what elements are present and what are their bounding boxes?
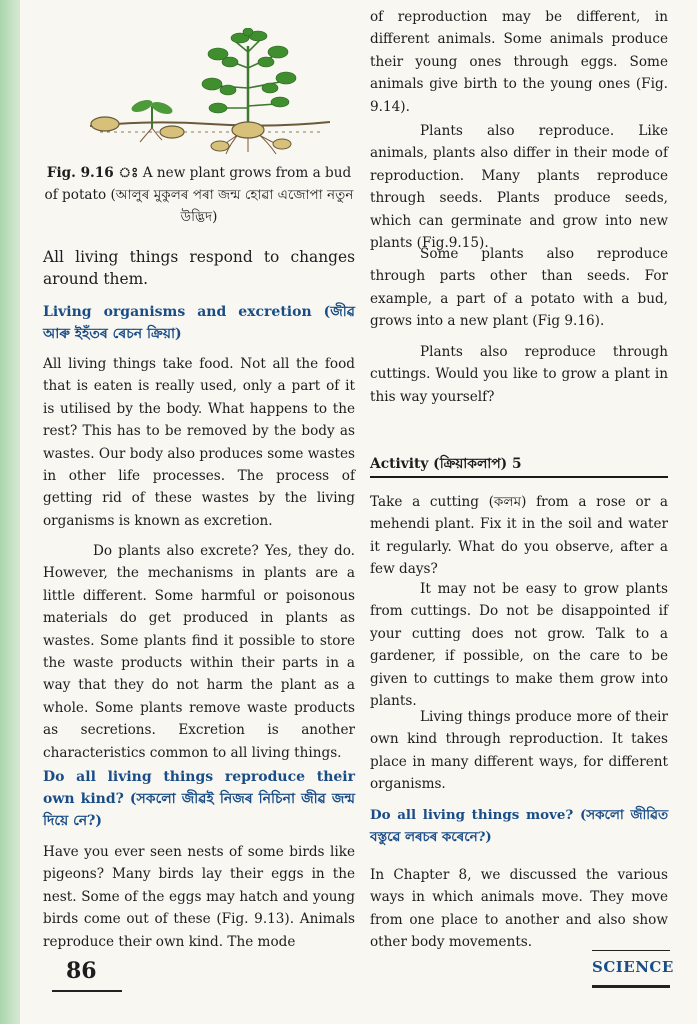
move-paragraph: In Chapter 8, we discussed the various ways in which animals move. They move from one place to another and also show other body movements. (370, 867, 668, 951)
subject-rule-top (592, 950, 670, 951)
cuttings-paragraph: Plants also reproduce through cuttings. Would you like to grow a plant in this way yourself? (370, 344, 668, 405)
potato-plant-illustration (90, 28, 330, 156)
activity-text: Take a cutting (কলম) from a rose or a mehendi plant. Fix it in the soil and water it regularly. What do you observe, after a few days? (370, 494, 668, 578)
move-heading: Do all living things move? (সকলো জীৱিত বস্তুৱে লৰচৰ কৰেনে?) (370, 807, 668, 845)
excretion-paragraph: All living things take food. Not all the food that is eaten is really used, only a part of it is utilised by the body. What happens to the rest? This has to be removed by the body as wastes. Our body also produces some wastes in other life processes. The process of getting rid of these wastes by the living organisms is known as excretion. (43, 356, 355, 529)
subject-rule (592, 985, 670, 988)
page-number-rule (52, 990, 122, 992)
not-easy-paragraph: It may not be easy to grow plants from cuttings. Do not be disappointed if your cutting does not grow. Talk to a gardener, if possible, on the care to be given to cuttings to make them grow into plants. (370, 581, 668, 710)
respond-paragraph: All living things respond to changes around them. (43, 248, 355, 288)
plants-excrete-paragraph: Do plants also excrete? Yes, they do. However, the mechanisms in plants are a little different. Some harmful or poisonous materials do get produced in plants as wastes. Some plants find it possible to store the waste products within their parts in a way that they do not harm the plant as a whole. Some plants remove waste products as secretions. Excretion is another characteristics common to all living things. (43, 543, 355, 761)
figure-caption (43, 162, 355, 228)
page-number: 86 (66, 958, 97, 984)
parts-paragraph: Some plants also reproduce through parts other than seeds. For example, a part of a potato with a bud, grows into a new plant (Fig 9.16). (370, 246, 668, 330)
figure-caption-text: A new plant grows from a bud of potato (আলুৰ মুকুলৰ পৰা জন্ম হোৱা এজোপা নতুন উদ্ভিদ) (44, 165, 354, 225)
plants-reproduce-paragraph: Plants also reproduce. Like animals, plants also differ in their mode of reproduction. Many plants reproduce through seeds. Plants produce seeds, which can germinate and grow into new plants (Fig.9.15). (370, 123, 668, 252)
activity-divider (370, 476, 668, 478)
potato-icon (91, 117, 119, 131)
living-paragraph: Living things produce more of their own kind through reproduction. It takes place in many different ways, for different organisms. (370, 709, 668, 793)
figure-label: Fig. 9.16 ঃ (46, 165, 139, 181)
reproduce-heading: Do all living things reproduce their own kind? (সকলো জীৱই নিজৰ নিচিনা জীৱ জন্ম দিয়ে নে?) (43, 769, 355, 829)
excretion-heading: Living organisms and excretion (জীৱ আৰু ইহঁতৰ ৰেচন ক্ৰিয়া) (43, 304, 355, 342)
subject-label: SCIENCE (592, 958, 674, 976)
mode-paragraph: of reproduction may be different, in different animals. Some animals produce their young ones through eggs. Some animals give birth to the young ones (Fig. 9.14). (370, 9, 668, 115)
reproduce-paragraph: Have you ever seen nests of some birds like pigeons? Many birds lay their eggs in the nest. Some of the eggs may hatch and young birds come out of these (Fig. 9.13). Animals reproduce their own kind. The mode (43, 844, 355, 950)
activity-title: Activity (ক্ৰিয়াকলাপ) 5 (370, 456, 522, 472)
